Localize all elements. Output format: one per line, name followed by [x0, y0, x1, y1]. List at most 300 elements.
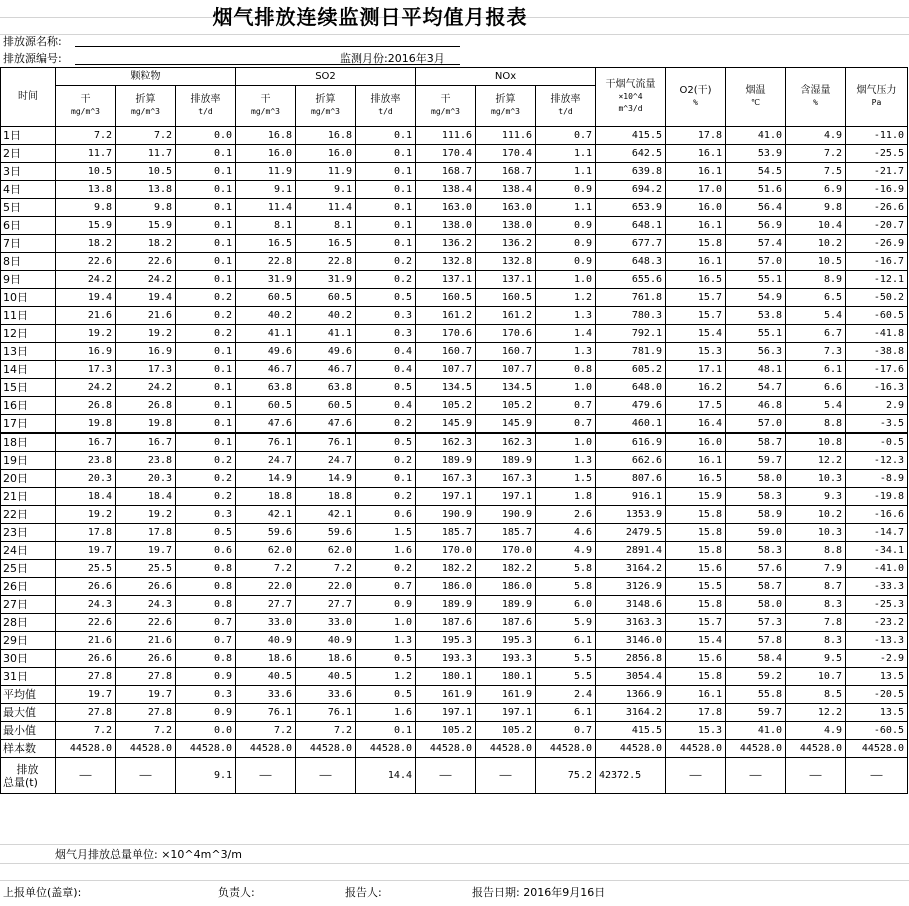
- table-cell: 0.1: [356, 127, 416, 145]
- table-cell: -14.7: [846, 524, 908, 542]
- table-cell: 132.8: [416, 253, 476, 271]
- table-cell: -13.3: [846, 632, 908, 650]
- row-label: 3日: [1, 163, 56, 181]
- source-no-label: 排放源编号:: [3, 52, 62, 65]
- table-cell: 3164.2: [596, 704, 666, 722]
- table-cell: 9.8: [786, 199, 846, 217]
- table-cell: 26.8: [56, 397, 116, 415]
- table-cell: 59.6: [296, 524, 356, 542]
- row-label: 28日: [1, 614, 56, 632]
- table-row: [1, 253, 908, 271]
- table-cell: 653.9: [596, 199, 666, 217]
- table-cell: 18.2: [56, 235, 116, 253]
- table-cell: 0.0: [176, 722, 236, 740]
- table-cell: 160.7: [416, 343, 476, 361]
- table-cell: 8.8: [786, 415, 846, 434]
- table-cell: 48.1: [726, 361, 786, 379]
- table-cell: 15.3: [666, 722, 726, 740]
- table-cell: 7.2: [56, 722, 116, 740]
- table-cell: 105.2: [476, 722, 536, 740]
- table-cell: 55.1: [726, 271, 786, 289]
- table-cell: 44528.0: [726, 740, 786, 758]
- total-cell: ——: [296, 758, 356, 794]
- table-cell: 138.4: [416, 181, 476, 199]
- table-cell: 0.3: [176, 506, 236, 524]
- table-cell: 1.5: [356, 524, 416, 542]
- table-cell: 19.2: [116, 506, 176, 524]
- table-cell: 19.2: [56, 325, 116, 343]
- table-cell: 0.3: [356, 307, 416, 325]
- table-cell: 137.1: [416, 271, 476, 289]
- table-cell: 0.2: [356, 271, 416, 289]
- table-cell: 15.4: [666, 632, 726, 650]
- table-cell: 0.7: [176, 614, 236, 632]
- row-label: 5日: [1, 199, 56, 217]
- table-cell: -12.1: [846, 271, 908, 289]
- table-cell: 58.7: [726, 578, 786, 596]
- table-cell: 1353.9: [596, 506, 666, 524]
- table-cell: 0.5: [356, 379, 416, 397]
- table-cell: 6.1: [536, 704, 596, 722]
- table-cell: 44528.0: [786, 740, 846, 758]
- table-cell: 16.5: [236, 235, 296, 253]
- table-cell: 761.8: [596, 289, 666, 307]
- table-cell: 10.5: [56, 163, 116, 181]
- table-row: [1, 560, 908, 578]
- table-cell: 134.5: [416, 379, 476, 397]
- table-cell: 14.9: [236, 470, 296, 488]
- table-cell: 24.2: [56, 271, 116, 289]
- table-cell: 44528.0: [846, 740, 908, 758]
- table-cell: 19.7: [116, 686, 176, 704]
- table-cell: 0.2: [176, 325, 236, 343]
- table-cell: 0.1: [356, 217, 416, 235]
- table-cell: 4.9: [536, 542, 596, 560]
- table-cell: 15.7: [666, 614, 726, 632]
- table-cell: 5.9: [536, 614, 596, 632]
- table-row: [1, 668, 908, 686]
- table-cell: 55.8: [726, 686, 786, 704]
- table-cell: -23.2: [846, 614, 908, 632]
- table-cell: 17.0: [666, 181, 726, 199]
- table-cell: 56.3: [726, 343, 786, 361]
- table-cell: 105.2: [476, 397, 536, 415]
- table-row: [1, 650, 908, 668]
- subheader-nox-dry: 干 mg/m^3: [416, 86, 476, 127]
- table-cell: 15.5: [666, 578, 726, 596]
- table-cell: 51.6: [726, 181, 786, 199]
- table-cell: 22.6: [56, 614, 116, 632]
- table-cell: 22.0: [236, 578, 296, 596]
- table-cell: 33.0: [296, 614, 356, 632]
- row-label: 10日: [1, 289, 56, 307]
- table-cell: 15.7: [666, 307, 726, 325]
- table-cell: 195.3: [416, 632, 476, 650]
- table-cell: 0.9: [176, 704, 236, 722]
- table-cell: 44528.0: [476, 740, 536, 758]
- row-label: 24日: [1, 542, 56, 560]
- table-cell: 44528.0: [296, 740, 356, 758]
- table-cell: -20.7: [846, 217, 908, 235]
- table-cell: 0.2: [356, 415, 416, 434]
- total-cell: 14.4: [356, 758, 416, 794]
- table-cell: -41.0: [846, 560, 908, 578]
- table-cell: 59.7: [726, 452, 786, 470]
- table-cell: 0.0: [176, 127, 236, 145]
- subheader-nox-converted: 折算 mg/m^3: [476, 86, 536, 127]
- table-cell: 58.7: [726, 433, 786, 452]
- table-cell: 1.3: [536, 307, 596, 325]
- table-cell: 20.3: [56, 470, 116, 488]
- table-row: [1, 343, 908, 361]
- table-cell: 189.9: [416, 452, 476, 470]
- subheader-so2-dry: 干 mg/m^3: [236, 86, 296, 127]
- table-cell: 40.5: [296, 668, 356, 686]
- table-cell: 3164.2: [596, 560, 666, 578]
- table-cell: 58.0: [726, 470, 786, 488]
- table-cell: 9.1: [296, 181, 356, 199]
- table-row: [1, 235, 908, 253]
- row-label: 26日: [1, 578, 56, 596]
- table-cell: 170.0: [476, 542, 536, 560]
- table-cell: 41.0: [726, 722, 786, 740]
- table-cell: 24.7: [296, 452, 356, 470]
- table-cell: -11.0: [846, 127, 908, 145]
- table-cell: 168.7: [476, 163, 536, 181]
- table-cell: 6.1: [536, 632, 596, 650]
- table-row: [1, 271, 908, 289]
- table-cell: 0.1: [356, 470, 416, 488]
- table-cell: 136.2: [476, 235, 536, 253]
- table-cell: 6.5: [786, 289, 846, 307]
- table-cell: 7.3: [786, 343, 846, 361]
- table-cell: 5.5: [536, 650, 596, 668]
- table-cell: 44528.0: [596, 740, 666, 758]
- table-cell: 9.8: [56, 199, 116, 217]
- table-cell: 22.6: [116, 614, 176, 632]
- table-cell: 4.6: [536, 524, 596, 542]
- header-nox: NOx: [416, 68, 596, 86]
- row-label: 20日: [1, 470, 56, 488]
- table-cell: 0.4: [356, 361, 416, 379]
- total-cell: ——: [726, 758, 786, 794]
- table-cell: -21.7: [846, 163, 908, 181]
- table-row: [1, 506, 908, 524]
- table-cell: 40.2: [296, 307, 356, 325]
- table-cell: 190.9: [476, 506, 536, 524]
- table-cell: 25.5: [116, 560, 176, 578]
- table-cell: 57.6: [726, 560, 786, 578]
- table-cell: 145.9: [416, 415, 476, 434]
- table-cell: 8.1: [236, 217, 296, 235]
- table-cell: -41.8: [846, 325, 908, 343]
- table-cell: 0.1: [176, 271, 236, 289]
- table-cell: 63.8: [296, 379, 356, 397]
- table-cell: 23.8: [56, 452, 116, 470]
- row-label: 22日: [1, 506, 56, 524]
- table-cell: 53.9: [726, 145, 786, 163]
- table-cell: 0.2: [176, 488, 236, 506]
- table-cell: 20.3: [116, 470, 176, 488]
- table-cell: 0.1: [176, 361, 236, 379]
- table-cell: 1.1: [536, 199, 596, 217]
- table-cell: 6.1: [786, 361, 846, 379]
- table-cell: 41.1: [236, 325, 296, 343]
- table-row: [1, 181, 908, 199]
- header-flow: 干烟气流量 ×10^4 m^3/d: [596, 68, 666, 127]
- table-cell: 0.5: [356, 686, 416, 704]
- table-cell: 0.9: [536, 253, 596, 271]
- table-cell: 415.5: [596, 127, 666, 145]
- table-cell: 44528.0: [666, 740, 726, 758]
- table-cell: 15.6: [666, 650, 726, 668]
- table-cell: 10.5: [116, 163, 176, 181]
- table-cell: 16.5: [666, 271, 726, 289]
- table-cell: 53.8: [726, 307, 786, 325]
- table-cell: -16.7: [846, 253, 908, 271]
- table-cell: 19.2: [56, 506, 116, 524]
- table-cell: 18.4: [56, 488, 116, 506]
- table-cell: 0.9: [536, 217, 596, 235]
- table-cell: 76.1: [296, 704, 356, 722]
- table-cell: 5.8: [536, 578, 596, 596]
- table-cell: 27.8: [56, 668, 116, 686]
- table-cell: 15.9: [56, 217, 116, 235]
- subheader-so2-rate: 排放率 t/d: [356, 86, 416, 127]
- table-cell: 12.2: [786, 704, 846, 722]
- table-cell: 460.1: [596, 415, 666, 434]
- table-cell: 60.5: [296, 289, 356, 307]
- table-cell: 57.4: [726, 235, 786, 253]
- header-humidity: 含湿量 %: [786, 68, 846, 127]
- table-cell: 46.7: [296, 361, 356, 379]
- table-cell: 17.3: [56, 361, 116, 379]
- table-cell: 0.4: [356, 343, 416, 361]
- table-cell: -34.1: [846, 542, 908, 560]
- table-cell: 58.9: [726, 506, 786, 524]
- table-cell: 0.6: [176, 542, 236, 560]
- row-label: 29日: [1, 632, 56, 650]
- table-cell: 57.0: [726, 415, 786, 434]
- row-label: 样本数: [1, 740, 56, 758]
- table-cell: 0.9: [536, 235, 596, 253]
- table-cell: 19.7: [56, 542, 116, 560]
- table-cell: 0.8: [176, 596, 236, 614]
- total-row-label: 排放 总量(t): [1, 758, 56, 794]
- table-cell: 27.7: [236, 596, 296, 614]
- table-cell: 55.1: [726, 325, 786, 343]
- table-cell: 58.0: [726, 596, 786, 614]
- table-cell: 15.8: [666, 596, 726, 614]
- row-label: 31日: [1, 668, 56, 686]
- table-cell: 167.3: [416, 470, 476, 488]
- table-cell: 15.9: [666, 488, 726, 506]
- table-cell: 13.8: [116, 181, 176, 199]
- table-cell: 193.3: [416, 650, 476, 668]
- table-cell: 18.6: [236, 650, 296, 668]
- table-cell: -17.6: [846, 361, 908, 379]
- table-cell: 17.5: [666, 397, 726, 415]
- row-label: 11日: [1, 307, 56, 325]
- table-cell: 15.8: [666, 506, 726, 524]
- table-cell: 17.8: [666, 704, 726, 722]
- table-cell: 197.1: [476, 704, 536, 722]
- table-cell: 56.9: [726, 217, 786, 235]
- table-cell: 807.6: [596, 470, 666, 488]
- table-cell: 0.5: [356, 650, 416, 668]
- table-cell: 15.8: [666, 668, 726, 686]
- table-cell: 0.5: [356, 433, 416, 452]
- total-cell: ——: [416, 758, 476, 794]
- reporting-unit-label: 上报单位(盖章):: [3, 886, 82, 899]
- table-cell: 21.6: [56, 307, 116, 325]
- row-label: 7日: [1, 235, 56, 253]
- row-label: 25日: [1, 560, 56, 578]
- table-cell: 186.0: [476, 578, 536, 596]
- table-cell: 0.1: [176, 235, 236, 253]
- table-row: [1, 614, 908, 632]
- table-cell: 0.2: [356, 452, 416, 470]
- table-cell: 17.8: [666, 127, 726, 145]
- table-cell: 14.9: [296, 470, 356, 488]
- table-cell: 59.0: [726, 524, 786, 542]
- table-cell: 6.7: [786, 325, 846, 343]
- row-label: 21日: [1, 488, 56, 506]
- table-cell: 1.6: [356, 542, 416, 560]
- table-cell: 27.8: [116, 704, 176, 722]
- row-label: 12日: [1, 325, 56, 343]
- table-cell: 107.7: [476, 361, 536, 379]
- table-cell: 182.2: [416, 560, 476, 578]
- table-cell: 0.7: [176, 632, 236, 650]
- table-cell: 8.8: [786, 542, 846, 560]
- table-cell: 0.1: [176, 253, 236, 271]
- table-cell: 8.5: [786, 686, 846, 704]
- table-cell: 16.1: [666, 686, 726, 704]
- row-label: 30日: [1, 650, 56, 668]
- table-row: [1, 452, 908, 470]
- table-cell: 1366.9: [596, 686, 666, 704]
- table-cell: 1.6: [356, 704, 416, 722]
- table-cell: 197.1: [476, 488, 536, 506]
- table-cell: 161.2: [476, 307, 536, 325]
- table-cell: 10.3: [786, 470, 846, 488]
- table-cell: 58.3: [726, 488, 786, 506]
- table-cell: 60.5: [296, 397, 356, 415]
- table-cell: 8.3: [786, 596, 846, 614]
- table-cell: 41.1: [296, 325, 356, 343]
- table-cell: 0.2: [176, 307, 236, 325]
- source-name-label: 排放源名称:: [3, 35, 62, 48]
- table-cell: 0.1: [356, 181, 416, 199]
- row-label: 1日: [1, 127, 56, 145]
- table-cell: 76.1: [296, 433, 356, 452]
- table-cell: 16.2: [666, 379, 726, 397]
- table-cell: 180.1: [416, 668, 476, 686]
- table-cell: 11.4: [296, 199, 356, 217]
- table-row: [1, 433, 908, 452]
- table-cell: 16.1: [666, 145, 726, 163]
- table-cell: 27.7: [296, 596, 356, 614]
- table-cell: -3.5: [846, 415, 908, 434]
- table-cell: 648.1: [596, 217, 666, 235]
- table-cell: 42.1: [236, 506, 296, 524]
- table-cell: 16.1: [666, 163, 726, 181]
- table-cell: 17.8: [116, 524, 176, 542]
- table-cell: 10.2: [786, 235, 846, 253]
- table-cell: 0.1: [176, 433, 236, 452]
- table-row: [1, 542, 908, 560]
- table-cell: 33.6: [236, 686, 296, 704]
- table-cell: 16.0: [236, 145, 296, 163]
- table-cell: -16.9: [846, 181, 908, 199]
- table-cell: 780.3: [596, 307, 666, 325]
- table-cell: 27.8: [56, 704, 116, 722]
- table-row: [1, 488, 908, 506]
- table-row: [1, 722, 908, 740]
- table-cell: 2856.8: [596, 650, 666, 668]
- table-cell: 161.9: [476, 686, 536, 704]
- table-cell: 19.8: [56, 415, 116, 434]
- table-cell: 0.1: [176, 415, 236, 434]
- row-label: 18日: [1, 433, 56, 452]
- table-cell: 44528.0: [356, 740, 416, 758]
- table-cell: -25.3: [846, 596, 908, 614]
- table-cell: 10.8: [786, 433, 846, 452]
- table-cell: 3146.0: [596, 632, 666, 650]
- table-cell: 19.7: [116, 542, 176, 560]
- table-cell: 46.8: [726, 397, 786, 415]
- table-cell: 8.1: [296, 217, 356, 235]
- table-cell: 1.1: [536, 145, 596, 163]
- table-row: [1, 289, 908, 307]
- table-cell: 17.3: [116, 361, 176, 379]
- table-cell: 138.0: [476, 217, 536, 235]
- subheader-particulate-dry: 干 mg/m^3: [56, 86, 116, 127]
- row-label: 4日: [1, 181, 56, 199]
- table-cell: 197.1: [416, 704, 476, 722]
- table-cell: 6.6: [786, 379, 846, 397]
- table-cell: 163.0: [416, 199, 476, 217]
- table-cell: 47.6: [236, 415, 296, 434]
- table-cell: 12.2: [786, 452, 846, 470]
- table-cell: 56.4: [726, 199, 786, 217]
- table-cell: 1.3: [356, 632, 416, 650]
- header-time: 时间: [1, 68, 56, 127]
- table-row: [1, 127, 908, 145]
- row-label: 19日: [1, 452, 56, 470]
- row-label: 2日: [1, 145, 56, 163]
- table-cell: 170.6: [476, 325, 536, 343]
- table-cell: 0.3: [356, 325, 416, 343]
- table-cell: 105.2: [416, 397, 476, 415]
- table-cell: 16.0: [666, 199, 726, 217]
- table-cell: 0.3: [176, 686, 236, 704]
- table-cell: 24.2: [116, 271, 176, 289]
- header-temp: 烟温 ℃: [726, 68, 786, 127]
- table-cell: 42.1: [296, 506, 356, 524]
- table-cell: 44528.0: [176, 740, 236, 758]
- table-cell: 0.2: [356, 253, 416, 271]
- table-cell: 23.8: [116, 452, 176, 470]
- table-cell: -26.9: [846, 235, 908, 253]
- table-cell: 132.8: [476, 253, 536, 271]
- table-row: [1, 199, 908, 217]
- table-cell: 2479.5: [596, 524, 666, 542]
- table-cell: 111.6: [416, 127, 476, 145]
- table-cell: 0.7: [536, 397, 596, 415]
- table-cell: 31.9: [296, 271, 356, 289]
